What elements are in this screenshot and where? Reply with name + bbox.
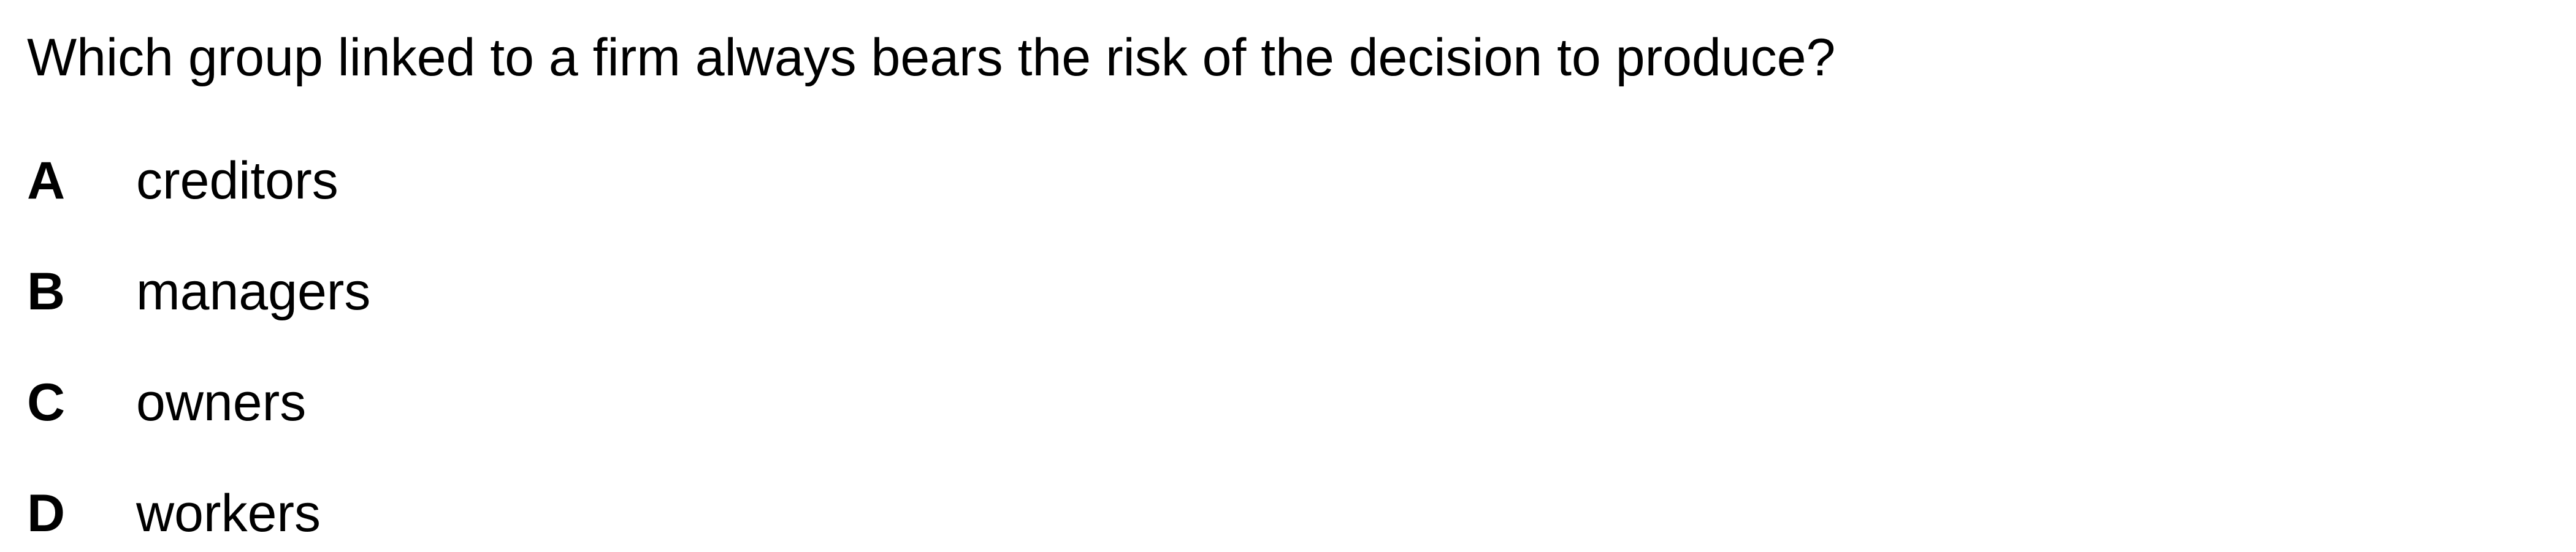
option-text: managers [136, 262, 371, 321]
question-text: Which group linked to a firm always bears the risk of the decision to produce? [27, 28, 1836, 87]
option-letter: B [27, 262, 66, 321]
option-text: owners [136, 373, 307, 432]
option-letter: A [27, 151, 66, 210]
option-letter: D [27, 484, 66, 543]
option-letter: C [27, 373, 66, 432]
option-text: workers [136, 484, 321, 543]
option-text: creditors [136, 151, 338, 210]
